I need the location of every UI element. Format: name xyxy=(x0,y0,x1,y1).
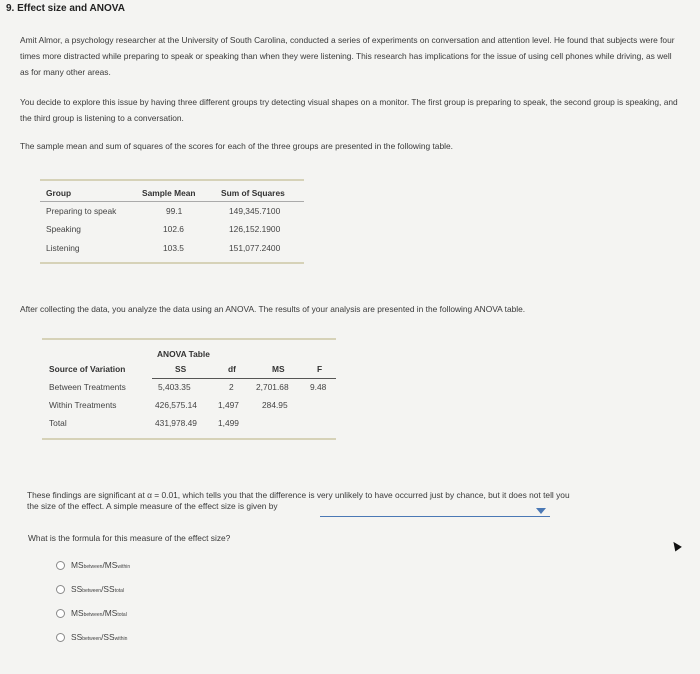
option-3-label[interactable]: MSbetween/MStotal xyxy=(71,608,127,618)
anova-title: ANOVA Table xyxy=(157,349,210,359)
option-2[interactable] xyxy=(56,584,124,594)
radio-button-1[interactable] xyxy=(56,561,65,570)
anova-df-header: df xyxy=(228,364,236,374)
group-row-3-mean: 103.5 xyxy=(163,243,184,253)
dropdown-arrow-icon[interactable] xyxy=(536,508,546,514)
question-title: 9. Effect size and ANOVA xyxy=(6,3,125,14)
anova-row-3-ss: 431,978.49 xyxy=(155,418,197,428)
radio-button-2[interactable] xyxy=(56,585,65,594)
anova-row-1-ms: 2,701.68 xyxy=(256,382,289,392)
anova-row-2-df: 1,497 xyxy=(218,400,239,410)
option-4[interactable] xyxy=(56,632,127,642)
header-rule xyxy=(40,201,304,202)
anova-row-1-df: 2 xyxy=(229,382,234,392)
anova-ss-header: SS xyxy=(175,364,187,374)
radio-button-4[interactable] xyxy=(56,633,65,642)
option-4-label[interactable]: SSbetween/SSwithin xyxy=(71,632,128,642)
option-2-label[interactable]: SSbetween/SStotal xyxy=(71,584,125,594)
anova-row-1-ss: 5,403.35 xyxy=(158,382,191,392)
findings-line-2: the size of the effect. A simple measure of the effect size is given by xyxy=(27,501,278,511)
group-row-3-name: Listening xyxy=(46,243,80,253)
anova-f-header: F xyxy=(317,364,323,374)
table-top-rule xyxy=(40,179,304,181)
effect-size-dropdown[interactable] xyxy=(320,507,550,517)
anova-row-3-df: 1,499 xyxy=(218,418,239,428)
anova-header-rule xyxy=(152,378,336,379)
anova-row-1-f: 9.48 xyxy=(310,382,327,392)
option-1[interactable] xyxy=(56,560,130,570)
anova-row-3-source: Total xyxy=(49,418,67,428)
option-3[interactable] xyxy=(56,608,127,618)
anova-row-2-ms: 284.95 xyxy=(262,400,288,410)
anova-bottom-rule xyxy=(42,438,336,440)
group-row-2-ss: 126,152.1900 xyxy=(229,224,281,234)
anova-top-rule xyxy=(42,338,336,340)
group-row-2-mean: 102.6 xyxy=(163,224,184,234)
anova-row-1-source: Between Treatments xyxy=(49,382,126,392)
group-row-1-name: Preparing to speak xyxy=(46,206,117,216)
anova-row-2-source: Within Treatments xyxy=(49,400,117,410)
ss-header: Sum of Squares xyxy=(221,188,285,198)
anova-ms-header: MS xyxy=(272,364,285,374)
group-row-3-ss: 151,077.2400 xyxy=(229,243,281,253)
group-row-1-mean: 99.1 xyxy=(166,206,183,216)
intro-paragraph-3: The sample mean and sum of squares of the scores for each of the three groups are presented in the following table. xyxy=(20,141,453,151)
anova-intro: After collecting the data, you analyze the data using an ANOVA. The results of your analysis are presented in the following ANOVA table. xyxy=(20,304,526,314)
table-bottom-rule xyxy=(40,262,304,264)
group-row-1-ss: 149,345.7100 xyxy=(229,206,281,216)
option-1-label[interactable]: MSbetween/MSwithin xyxy=(71,560,131,570)
group-row-2-name: Speaking xyxy=(46,224,81,234)
formula-question: What is the formula for this measure of the effect size? xyxy=(28,533,231,543)
group-header: Group xyxy=(46,188,72,198)
anova-source-header: Source of Variation xyxy=(49,364,126,374)
findings-line-1: These findings are significant at α = 0.01, which tells you that the difference is very unlikely to have occurred just by chance, but it does not tell you xyxy=(27,490,570,500)
mean-header: Sample Mean xyxy=(142,188,196,198)
intro-paragraph-1: Amit Almor, a psychology researcher at the University of South Carolina, conducted a series of experiments on conversation and attention level. He found that subjects were four times more distracted while preparing to speak or speaking than when they were listening. This research has implications for the issue of using cell phones while driving, as well as for many other areas. xyxy=(20,35,675,77)
radio-button-3[interactable] xyxy=(56,609,65,618)
anova-row-2-ss: 426,575.14 xyxy=(155,400,197,410)
intro-paragraph-2: You decide to explore this issue by having three different groups try detecting visual shapes on a monitor. The first group is preparing to speak, the second group is speaking, and the third group is listening to a conversation. xyxy=(20,97,678,123)
